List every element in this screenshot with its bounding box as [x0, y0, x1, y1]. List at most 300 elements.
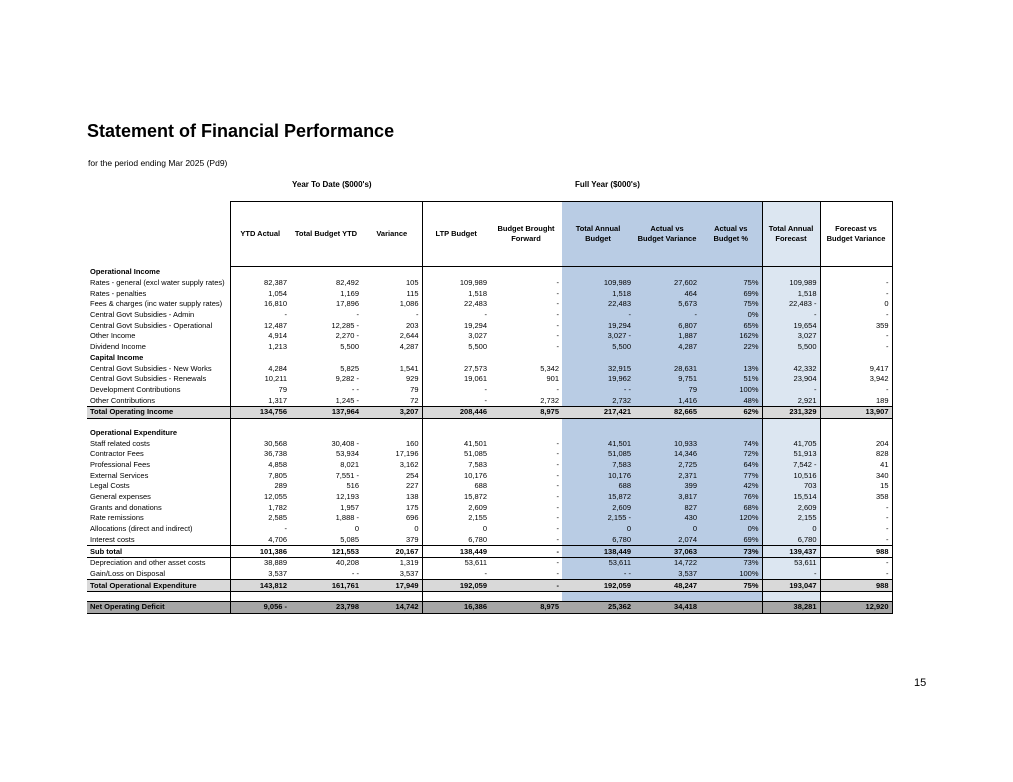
table-cell: 4,287	[634, 342, 700, 353]
table-cell: 8,975	[490, 601, 562, 613]
row-label: Dividend Income	[90, 342, 146, 352]
table-cell: 73%	[700, 546, 762, 558]
table-cell: -	[820, 569, 892, 580]
table-cell: 208,446	[422, 406, 490, 418]
table-cell: 5,500	[762, 342, 820, 353]
table-cell: 12,285 -	[331, 320, 359, 330]
table-cell: 19,294	[422, 320, 490, 331]
table-cell: 192,059	[562, 580, 634, 592]
table-cell	[362, 353, 422, 364]
table-cell: 72%	[700, 449, 762, 460]
table-cell	[700, 601, 762, 613]
column-header: Budget Brought Forward	[490, 202, 562, 267]
table-cell: -	[556, 278, 559, 288]
table-cell: 27,573	[422, 363, 490, 374]
table-cell	[422, 428, 490, 439]
table-cell: -	[556, 481, 559, 491]
table-cell: 2,155	[762, 513, 820, 524]
table-cell: 64%	[700, 460, 762, 471]
table-row	[87, 278, 892, 289]
table-cell	[490, 428, 562, 439]
table-cell: 53,611	[562, 557, 634, 568]
table-cell	[230, 353, 290, 364]
table-cell: 3,537	[634, 569, 700, 580]
table-cell: 2,155 -	[562, 513, 634, 524]
table-cell: 41,501	[422, 438, 490, 449]
table-cell: -	[556, 288, 559, 298]
table-cell	[490, 418, 562, 428]
table-cell: 42%	[700, 481, 762, 492]
table-row	[87, 481, 892, 492]
table-cell: 828	[820, 449, 892, 460]
table-cell: 1,317	[230, 395, 290, 406]
table-cell: 37,063	[634, 546, 700, 558]
table-cell: 28,631	[634, 363, 700, 374]
table-cell: 53,611	[762, 557, 820, 568]
table-cell	[700, 353, 762, 364]
table-cell: 0	[422, 524, 490, 535]
table-cell: 68%	[700, 502, 762, 513]
blank-row	[87, 591, 892, 601]
table-cell: 10,211	[230, 374, 290, 385]
table-cell: -	[422, 385, 490, 396]
table-row	[87, 557, 892, 568]
row-label: Fees & charges (inc water supply rates)	[90, 299, 223, 309]
table-cell: 988	[820, 580, 892, 592]
table-cell: 6,807	[634, 320, 700, 331]
table-cell: -	[820, 342, 892, 353]
row-label: Central Govt Subsidies - Operational	[90, 320, 213, 330]
column-header: YTD Actual	[230, 202, 290, 267]
table-row	[87, 513, 892, 524]
table-cell: 51,085	[422, 449, 490, 460]
table-cell: 6,780	[422, 535, 490, 546]
table-cell: 2,609	[562, 502, 634, 513]
table-cell: 516	[346, 481, 359, 491]
table-cell: 3,817	[634, 492, 700, 503]
column-header: Actual vs Budget %	[700, 202, 762, 267]
row-label: Rate remissions	[90, 513, 144, 523]
table-cell: 30,408 -	[331, 438, 359, 448]
table-cell: -	[556, 342, 559, 352]
table-cell: 74%	[700, 438, 762, 449]
table-cell	[230, 428, 290, 439]
table-cell: 5,500	[422, 342, 490, 353]
table-cell: -	[490, 546, 562, 558]
table-cell: -	[416, 310, 419, 320]
table-row	[87, 395, 892, 406]
table-cell: 15,872	[422, 492, 490, 503]
table-cell	[820, 428, 892, 439]
table-cell: 6,780	[562, 535, 634, 546]
table-cell: 8,021	[340, 460, 359, 470]
table-cell: 1,518	[562, 288, 634, 299]
table-cell: 51%	[700, 374, 762, 385]
full-year-section-header: Full Year ($000's)	[575, 180, 640, 189]
table-cell: -	[820, 331, 892, 342]
table-cell: 12,193	[336, 492, 359, 502]
table-cell: 189	[820, 395, 892, 406]
table-cell: 17,896	[336, 299, 359, 309]
table-cell	[634, 353, 700, 364]
row-label: Other Income	[90, 331, 136, 341]
table-cell: -	[356, 310, 359, 320]
table-cell: 109,989	[762, 278, 820, 289]
table-cell: 17,949	[362, 580, 422, 592]
table-cell	[700, 428, 762, 439]
table-cell: 703	[762, 481, 820, 492]
table-cell: -	[556, 492, 559, 502]
table-cell: 193,047	[762, 580, 820, 592]
table-cell: 138	[405, 492, 419, 502]
table-cell: 22,483	[422, 299, 490, 310]
table-cell: 1,416	[634, 395, 700, 406]
table-cell	[562, 428, 634, 439]
table-cell	[820, 267, 892, 278]
table-row	[87, 288, 892, 299]
table-cell: 3,537	[230, 569, 290, 580]
table-cell: 1,319	[399, 558, 419, 568]
table-cell: 1,518	[422, 288, 490, 299]
table-cell: 688	[562, 481, 634, 492]
table-cell: 9,417	[820, 363, 892, 374]
table-cell: 3,207	[362, 406, 422, 418]
table-cell	[700, 267, 762, 278]
table-cell: 4,706	[230, 535, 290, 546]
column-header: Total Annual Forecast	[762, 202, 820, 267]
table-cell: 1,541	[399, 363, 419, 373]
table-cell	[634, 418, 700, 428]
table-cell: 289	[230, 481, 290, 492]
table-cell	[634, 428, 700, 439]
row-label: General expenses	[90, 492, 151, 502]
table-cell: 51,085	[562, 449, 634, 460]
table-cell: 139,437	[762, 546, 820, 558]
table-cell: 53,611	[422, 557, 490, 568]
label-column-header	[87, 202, 230, 267]
table-cell: -	[556, 470, 559, 480]
table-cell: 0	[820, 299, 892, 310]
table-cell: 0	[354, 524, 359, 534]
table-cell: 79	[634, 385, 700, 396]
table-cell: 3,537	[399, 568, 419, 578]
table-cell: 17,196	[395, 449, 419, 459]
table-row	[87, 363, 892, 374]
table-cell: 7,542 -	[762, 460, 820, 471]
table-cell: 75%	[700, 278, 762, 289]
table-cell	[820, 353, 892, 364]
table-row	[87, 569, 892, 580]
table-cell: 2,644	[399, 331, 419, 341]
table-cell: -	[556, 438, 559, 448]
table-cell: 2,371	[634, 470, 700, 481]
table-cell: 1,169	[340, 288, 359, 298]
table-cell: -	[634, 310, 700, 321]
table-cell: 0%	[700, 310, 762, 321]
table-cell: 100%	[700, 385, 762, 396]
row-label: Depreciation and other asset costs	[90, 558, 206, 568]
table-cell	[562, 353, 634, 364]
table-cell: 1,213	[230, 342, 290, 353]
row-label: Professional Fees	[90, 460, 151, 470]
table-cell: 22%	[700, 342, 762, 353]
table-row	[87, 374, 892, 385]
table-cell: 69%	[700, 288, 762, 299]
table-cell	[230, 591, 290, 601]
table-cell: 988	[820, 546, 892, 558]
table-cell: 16,386	[422, 601, 490, 613]
row-label: Legal Costs	[90, 481, 130, 491]
table-cell: 175	[405, 502, 419, 512]
table-cell: 696	[405, 513, 419, 523]
table-cell: -	[556, 384, 559, 394]
table-cell: 5,500	[562, 342, 634, 353]
table-row	[87, 385, 892, 396]
table-cell: 48%	[700, 395, 762, 406]
table-row	[87, 299, 892, 310]
row-label: Contractor Fees	[90, 449, 144, 459]
table-cell: 1,054	[230, 288, 290, 299]
table-cell: 13%	[700, 363, 762, 374]
table-cell: 138,449	[562, 546, 634, 558]
table-cell: 2,270 -	[335, 331, 359, 341]
table-cell: 7,583	[562, 460, 634, 471]
row-label: Total Operating Income	[87, 406, 230, 418]
table-cell: 82,387	[230, 278, 290, 289]
table-row	[87, 492, 892, 503]
table-cell: 32,915	[562, 363, 634, 374]
table-cell: 69%	[700, 535, 762, 546]
table-cell: 5,500	[340, 342, 359, 352]
table-cell: -	[556, 320, 559, 330]
table-cell: -	[820, 557, 892, 568]
net-row	[87, 601, 892, 613]
row-label: Operational Income	[90, 267, 161, 277]
table-cell: 2,609	[422, 502, 490, 513]
table-cell: 1,086	[399, 299, 419, 309]
table-cell: -	[820, 535, 892, 546]
row-label: Grants and donations	[90, 502, 162, 512]
row-label	[87, 418, 230, 428]
table-cell	[422, 267, 490, 278]
sub-row	[87, 546, 892, 558]
table-cell: 14,346	[634, 449, 700, 460]
table-cell: 3,162	[399, 460, 419, 470]
table-cell: 82,665	[634, 406, 700, 418]
table-cell	[820, 418, 892, 428]
table-cell: 399	[634, 481, 700, 492]
table-cell: 41,501	[562, 438, 634, 449]
table-cell: 9,056 -	[230, 601, 290, 613]
table-cell: 3,027	[422, 331, 490, 342]
table-cell: 72	[410, 395, 419, 405]
table-cell: -	[422, 310, 490, 321]
table-cell: 340	[820, 470, 892, 481]
table-cell: -	[820, 502, 892, 513]
table-cell: 358	[820, 492, 892, 503]
table-cell: 6,780	[762, 535, 820, 546]
table-cell: 15	[820, 481, 892, 492]
table-row	[87, 438, 892, 449]
table-cell: 27,602	[634, 278, 700, 289]
table-cell: 2,609	[762, 502, 820, 513]
table-cell: 1,887	[634, 331, 700, 342]
table-cell	[362, 267, 422, 278]
table-cell: 15,872	[562, 492, 634, 503]
table-cell: 929	[405, 374, 419, 384]
table-cell: 36,738	[230, 449, 290, 460]
table-cell: 14,722	[634, 557, 700, 568]
table-cell: -	[762, 385, 820, 396]
table-cell: -	[820, 310, 892, 321]
table-cell: -	[556, 558, 559, 568]
table-cell	[762, 267, 820, 278]
table-cell: 12,487	[230, 320, 290, 331]
period-subtitle: for the period ending Mar 2025 (Pd9)	[88, 158, 228, 168]
table-cell: 1,518	[762, 288, 820, 299]
table-cell: 430	[634, 513, 700, 524]
row-label: External Services	[90, 470, 149, 480]
table-cell: 1,888 -	[335, 513, 359, 523]
table-cell: 38,889	[230, 557, 290, 568]
table-cell: 134,756	[230, 406, 290, 418]
table-cell	[634, 591, 700, 601]
table-cell: 5,825	[340, 363, 359, 373]
column-header: Forecast vs Budget Variance	[820, 202, 892, 267]
table-cell: 75%	[700, 299, 762, 310]
table-cell: 2,074	[634, 535, 700, 546]
table-cell: 41	[820, 460, 892, 471]
table-cell	[422, 353, 490, 364]
table-cell: 76%	[700, 492, 762, 503]
blank-row	[87, 418, 892, 428]
table-cell: 79	[230, 385, 290, 396]
table-cell: 0	[562, 524, 634, 535]
table-cell: - -	[562, 569, 634, 580]
table-cell: 1,957	[340, 502, 359, 512]
table-cell: 254	[405, 470, 419, 480]
table-cell: 2,585	[230, 513, 290, 524]
table-cell	[290, 591, 362, 601]
table-cell: 51,913	[762, 449, 820, 460]
table-cell: 217,421	[562, 406, 634, 418]
table-cell	[230, 418, 290, 428]
table-row	[87, 460, 892, 471]
table-cell: 10,176	[562, 470, 634, 481]
table-cell: 3,027	[762, 331, 820, 342]
table-cell: 25,362	[562, 601, 634, 613]
row-label: Capital Income	[90, 352, 144, 362]
table-cell: -	[556, 449, 559, 459]
table-cell	[422, 591, 490, 601]
table-cell	[290, 418, 362, 428]
table-cell: 40,208	[336, 558, 359, 568]
table-cell: 379	[405, 534, 419, 544]
table-cell: 19,962	[562, 374, 634, 385]
table-cell: -	[820, 288, 892, 299]
table-cell	[362, 418, 422, 428]
total-row	[87, 580, 892, 592]
table-cell: 9,751	[634, 374, 700, 385]
table-cell	[490, 591, 562, 601]
table-cell: 48,247	[634, 580, 700, 592]
table-cell	[820, 591, 892, 601]
table-cell: -	[820, 278, 892, 289]
row-label: Rates - penalties	[90, 288, 147, 298]
table-row	[87, 502, 892, 513]
table-cell: -	[556, 310, 559, 320]
table-cell	[422, 418, 490, 428]
table-cell: 77%	[700, 470, 762, 481]
column-header: Total Annual Budget	[562, 202, 634, 267]
page-number: 15	[914, 677, 927, 689]
table-cell	[562, 267, 634, 278]
table-cell: -	[820, 513, 892, 524]
table-cell: 231,329	[762, 406, 820, 418]
table-header-row	[87, 202, 892, 267]
table-cell: 12,055	[230, 492, 290, 503]
table-cell: 100%	[700, 569, 762, 580]
table-cell: 5,342	[540, 363, 559, 373]
table-cell: 3,942	[820, 374, 892, 385]
table-cell: 38,281	[762, 601, 820, 613]
table-cell: 0	[414, 524, 419, 534]
table-cell: 901	[546, 374, 559, 384]
table-cell: 9,282 -	[335, 374, 359, 384]
sect-row	[87, 267, 892, 278]
table-cell: 62%	[700, 406, 762, 418]
table-cell: -	[556, 568, 559, 578]
table-cell: 2,732	[540, 395, 559, 405]
table-cell: 138,449	[422, 546, 490, 558]
table-cell: 4,287	[399, 342, 419, 352]
table-cell: 65%	[700, 320, 762, 331]
table-cell: 0%	[700, 524, 762, 535]
table-cell	[290, 267, 362, 278]
table-cell: -	[556, 460, 559, 470]
table-cell: 161,761	[290, 580, 362, 592]
table-cell: 0	[762, 524, 820, 535]
table-cell: 359	[820, 320, 892, 331]
table-cell: 121,553	[290, 546, 362, 558]
table-cell	[762, 591, 820, 601]
table-cell: 15,514	[762, 492, 820, 503]
table-cell: 7,551 -	[335, 470, 359, 480]
total-row	[87, 406, 892, 418]
table-cell: 79	[410, 384, 419, 394]
table-cell	[230, 267, 290, 278]
row-label: Net Operating Deficit	[87, 601, 230, 613]
table-cell	[700, 418, 762, 428]
table-cell: 143,812	[230, 580, 290, 592]
table-cell: 53,934	[336, 449, 359, 459]
table-cell: 13,907	[820, 406, 892, 418]
table-cell: -	[422, 569, 490, 580]
table-cell: 73%	[700, 557, 762, 568]
table-cell: 8,975	[490, 406, 562, 418]
table-cell: 19,294	[562, 320, 634, 331]
row-label: Gain/Loss on Disposal	[90, 568, 166, 578]
table-cell: 2,155	[422, 513, 490, 524]
table-cell: 10,933	[634, 438, 700, 449]
row-label: Allocations (direct and indirect)	[90, 524, 193, 534]
table-cell: 1,245 -	[335, 395, 359, 405]
row-label: Operational Expenditure	[90, 427, 178, 437]
column-header: Total Budget YTD	[290, 202, 362, 267]
table-cell	[762, 353, 820, 364]
table-cell	[562, 591, 634, 601]
row-label	[87, 591, 230, 601]
